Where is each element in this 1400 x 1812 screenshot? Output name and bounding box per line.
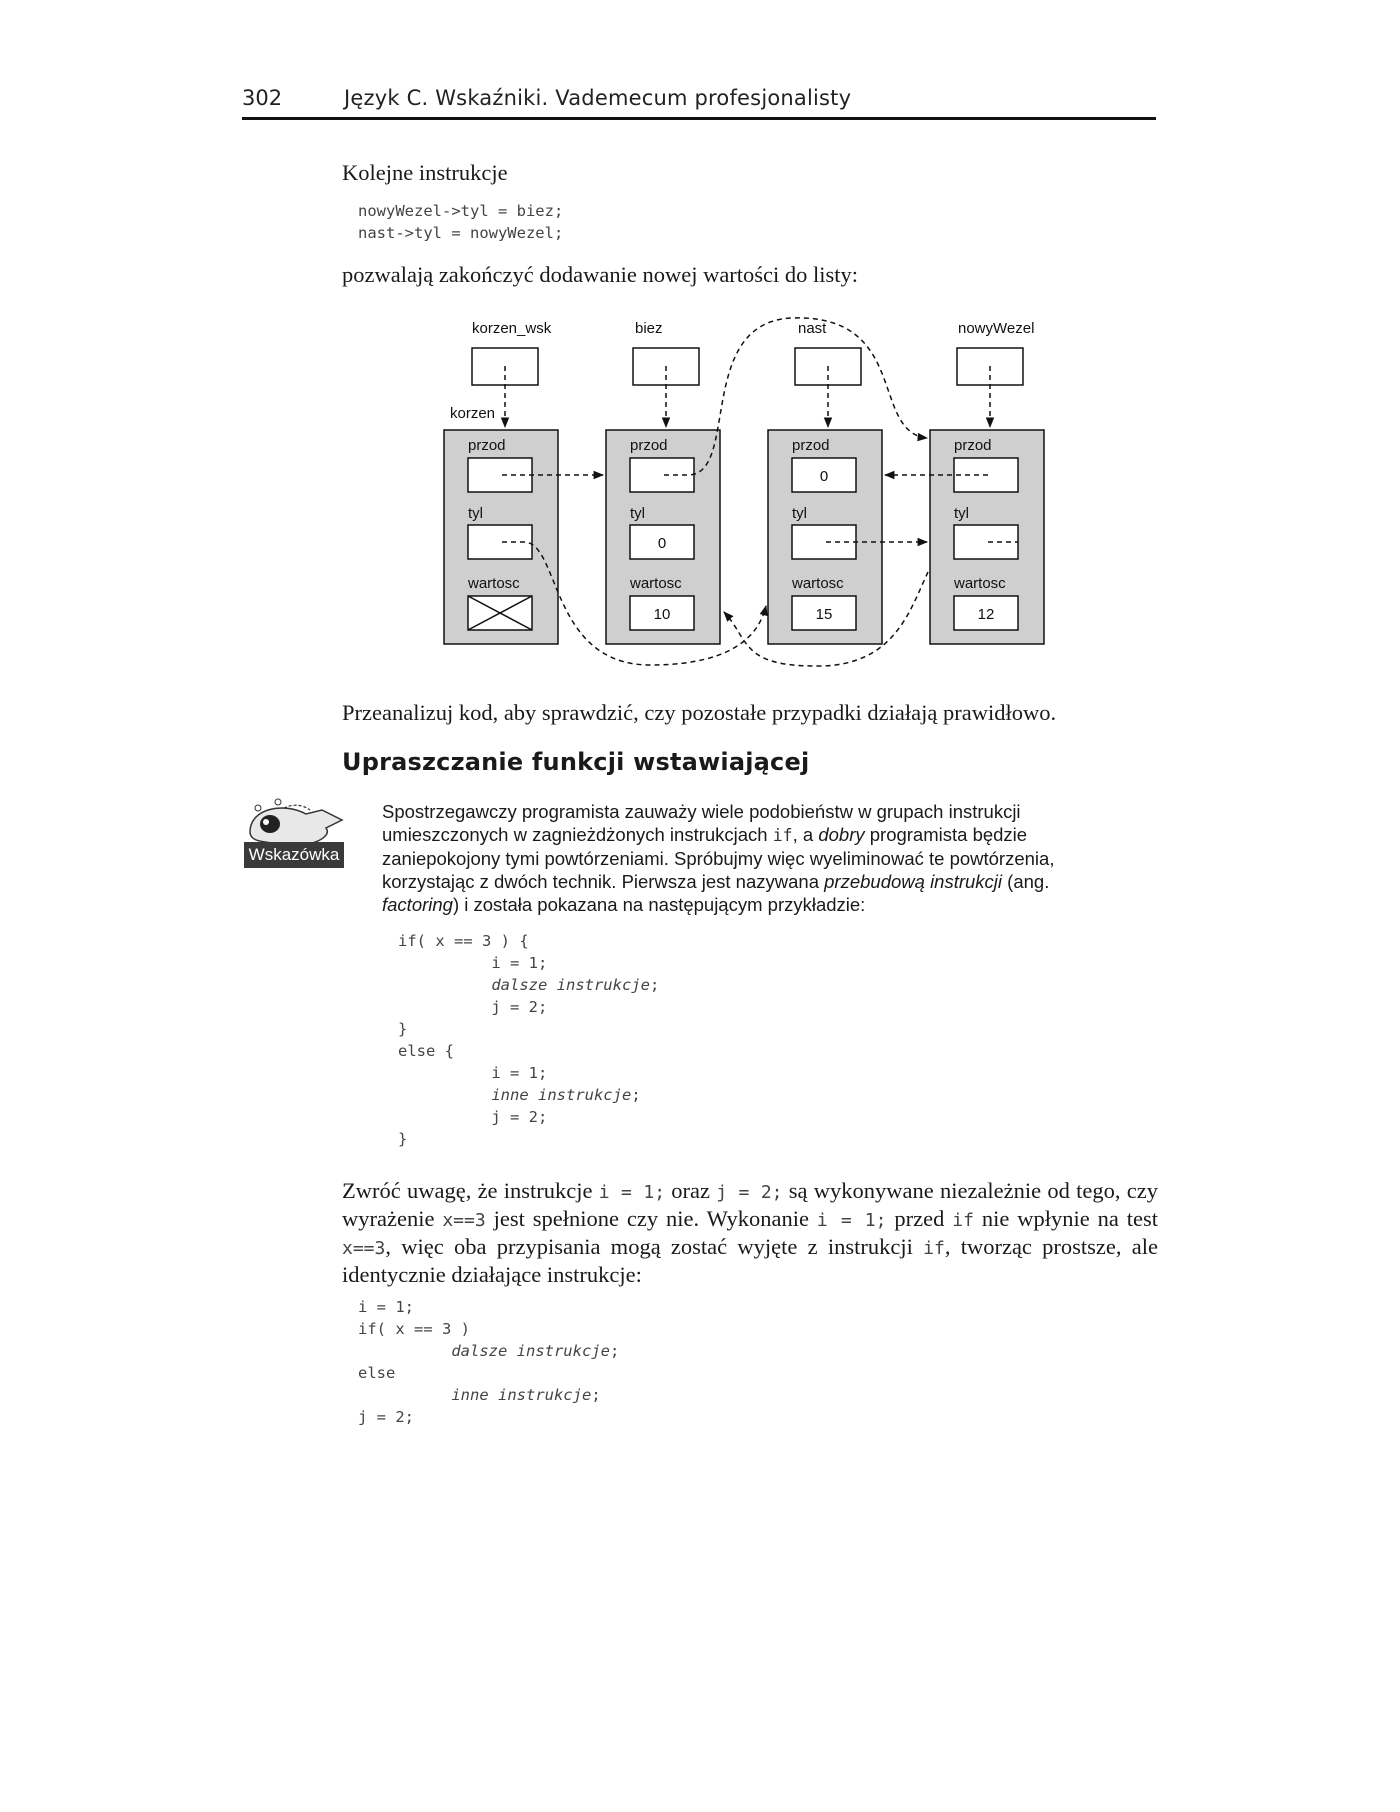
code-line: j = 2; <box>491 998 548 1016</box>
code-suffix: ; <box>609 1342 620 1360</box>
code-line: j = 2; <box>358 1408 414 1426</box>
text: Zwróć uwagę, że instrukcje <box>342 1178 599 1203</box>
node-value-tyl: 0 <box>657 535 667 552</box>
text: nie wpłynie na test <box>973 1206 1158 1231</box>
code-suffix: ; <box>631 1086 641 1104</box>
inline-code: i = 1; <box>598 1182 666 1203</box>
inline-code: i = 1; <box>816 1210 887 1231</box>
field-label-przod: przod <box>468 437 506 454</box>
pointer-label: nowyWezel <box>958 320 1035 337</box>
node-value-wartosc: 12 <box>977 606 995 623</box>
para-after-code: pozwalają zakończyć dodawanie nowej wartości do listy: <box>342 262 859 287</box>
tip-text: , a <box>792 824 819 845</box>
tip-text: Spostrzegawczy programista zauważy wiele podobieństw w grupach instrukcji umieszczonych w zagnieżdżonych instrukcjach <box>382 801 1021 845</box>
list-node-4 <box>930 430 1044 644</box>
code-line: dalsze instrukcje <box>451 1342 610 1360</box>
code-line: inne instrukcje <box>491 1086 632 1104</box>
pointer-label: korzen_wsk <box>472 320 552 337</box>
code-line: dalsze instrukcje <box>491 976 650 994</box>
code-line: i = 1; <box>491 954 548 972</box>
text: , więc oba przypisania mogą zostać wyjęte z instrukcji <box>385 1234 924 1259</box>
inline-code: j = 2; <box>716 1182 783 1203</box>
code-line: inne instrukcje <box>451 1386 592 1404</box>
page-number: 302 <box>242 86 283 110</box>
text: , tworząc prostsze, ale identycznie działające instrukcje: <box>342 1234 1159 1287</box>
list-node-1 <box>444 430 558 644</box>
text: jest spełnione czy nie. Wykonanie <box>485 1206 817 1231</box>
code-line: i = 1; <box>491 1064 548 1082</box>
code-line: else <box>358 1364 396 1382</box>
inline-code: x==3 <box>342 1238 386 1259</box>
node-value-wartosc: 10 <box>653 606 671 623</box>
code-block-1 <box>358 200 563 244</box>
running-title: Język C. Wskaźniki. Vademecum profesjonalisty <box>344 86 852 110</box>
code-line: nowyWezel->tyl = biez; <box>358 202 564 220</box>
pointer-label: biez <box>635 320 663 337</box>
code-suffix: ; <box>591 1386 601 1404</box>
field-label-wartosc: wartosc <box>954 575 1006 592</box>
emphasis: dobry <box>818 824 865 845</box>
tip-text: programista będzie zaniepokojony tymi powtórzeniami. Spróbujmy więc wyeliminować te powtórzenia, korzystając z dwóch technik. Pierwsza jest nazywana <box>382 824 1055 892</box>
code-line: else { <box>398 1042 454 1060</box>
section-heading: Upraszczanie funkcji wstawiającej <box>342 748 810 776</box>
list-node-3 <box>768 430 882 644</box>
text: przed <box>886 1206 953 1231</box>
tip-text: ) i została pokazana na następującym przykładzie: <box>452 894 866 915</box>
list-node-2 <box>606 430 720 644</box>
inline-code: if <box>772 826 793 845</box>
field-label-przod: przod <box>792 437 830 454</box>
field-label-wartosc: wartosc <box>630 575 682 592</box>
code-line: i = 1; <box>358 1298 414 1316</box>
para-after-diagram: Przeanalizuj kod, aby sprawdzić, czy pozostałe przypadki działają prawidłowo. <box>342 700 1057 725</box>
code-line: } <box>398 1130 408 1148</box>
pointer-label: nast <box>798 320 827 337</box>
inline-code: if <box>952 1210 974 1231</box>
field-label-tyl: tyl <box>792 505 807 522</box>
code-suffix: ; <box>649 976 660 994</box>
field-label-wartosc: wartosc <box>792 575 844 592</box>
linked-list-diagram <box>440 310 1060 680</box>
code-line: } <box>398 1020 408 1038</box>
code-line: if( x == 3 ) <box>358 1320 470 1338</box>
tip-text: (ang. <box>1002 871 1050 892</box>
field-label-przod: przod <box>630 437 668 454</box>
inline-code: if <box>923 1238 945 1259</box>
code-block-2 <box>398 930 659 1150</box>
node-value-przod: 0 <box>819 468 829 485</box>
code-line: if( x == 3 ) { <box>398 932 529 950</box>
emphasis: przebudową instrukcji <box>824 871 1003 892</box>
text: są wykonywane niezależnie od tego, czy wyrażenie <box>342 1178 1158 1231</box>
para-final <box>342 1178 1158 1288</box>
node-value-wartosc: 15 <box>815 606 833 623</box>
text: oraz <box>665 1178 717 1203</box>
tip-label: Wskazówka <box>244 842 344 868</box>
running-header <box>242 86 1156 120</box>
field-label-tyl: tyl <box>468 505 483 522</box>
code-line: nast->tyl = nowyWezel; <box>358 224 564 242</box>
tip-paragraph <box>382 800 1122 916</box>
para-intro: Kolejne instrukcje <box>342 160 508 185</box>
pointer-korzen-wsk <box>472 320 552 385</box>
field-label-tyl: tyl <box>954 505 969 522</box>
field-label-tyl: tyl <box>630 505 645 522</box>
code-block-3 <box>358 1296 619 1428</box>
root-label: korzen <box>450 405 496 422</box>
field-label-przod: przod <box>954 437 992 454</box>
pointer-nowywezel <box>957 320 1034 385</box>
inline-code: x==3 <box>442 1210 486 1231</box>
code-line: j = 2; <box>491 1108 548 1126</box>
field-label-wartosc: wartosc <box>468 575 520 592</box>
emphasis: factoring <box>382 894 453 915</box>
